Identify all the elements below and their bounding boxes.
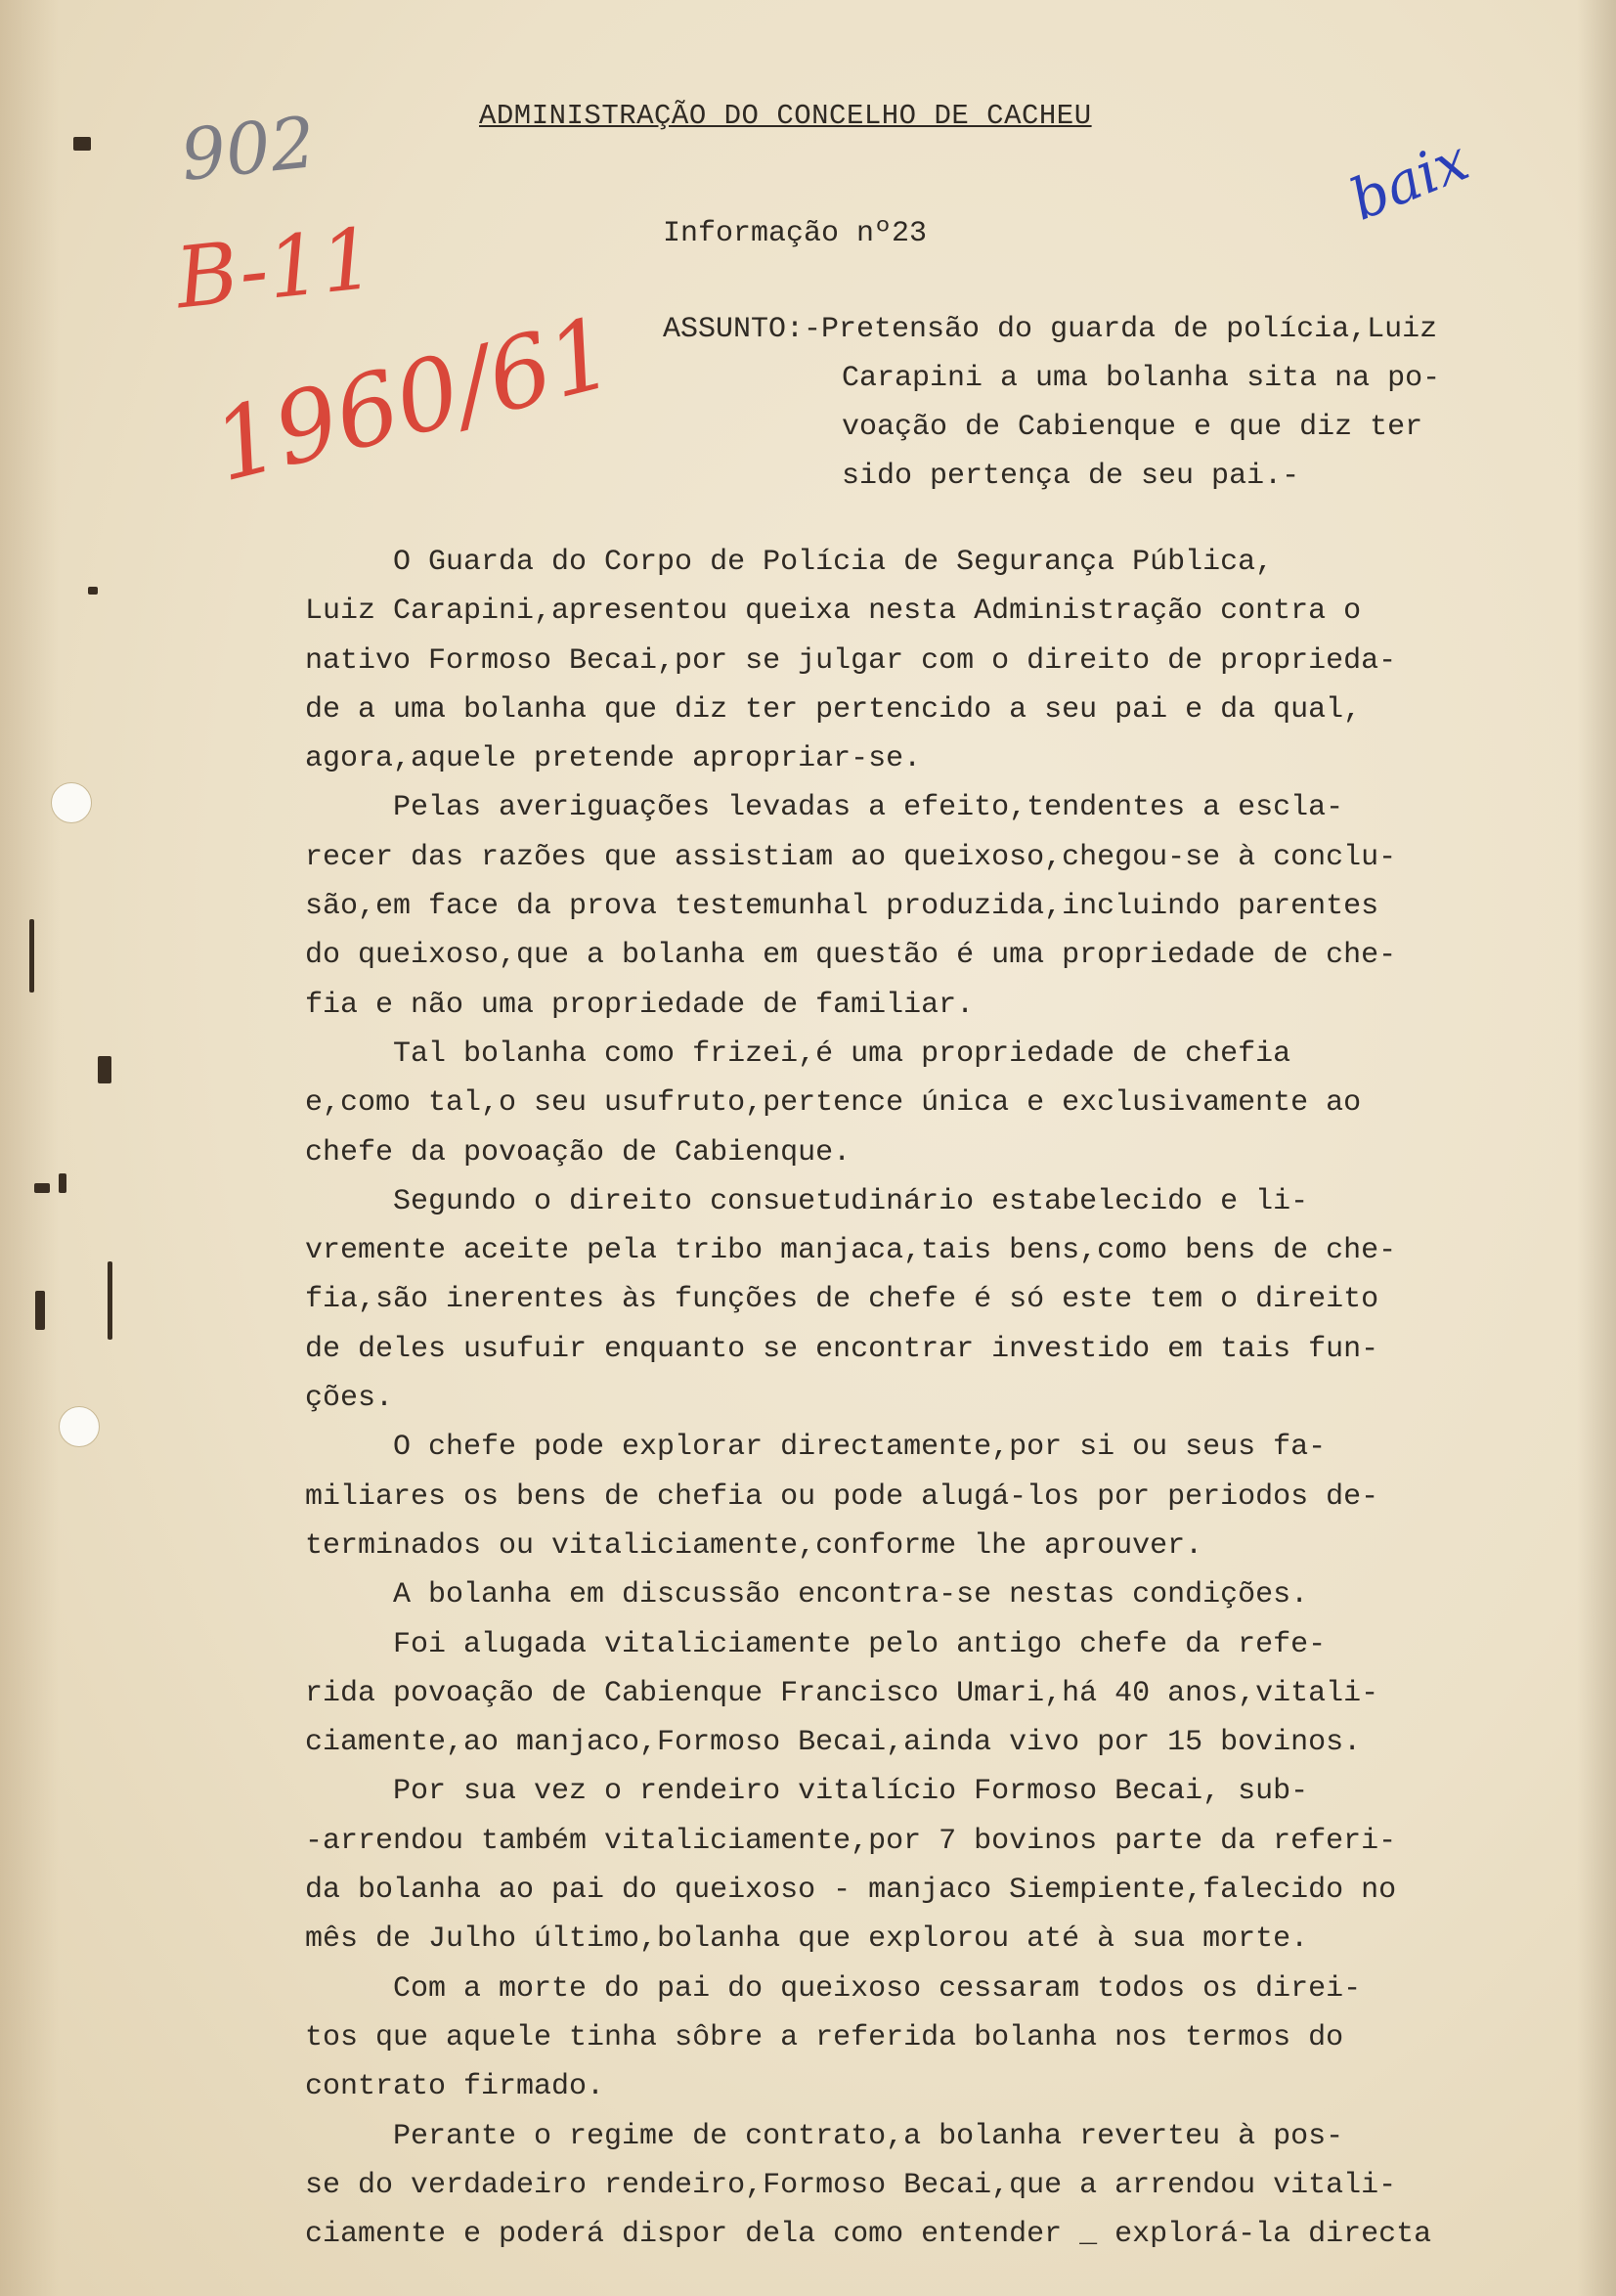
body-line: -arrendou também vitaliciamente,por 7 bovinos parte da referi- (305, 1824, 1397, 1858)
body-line: nativo Formoso Becai,por se julgar com o direito de proprieda- (305, 643, 1397, 678)
body-line: de a uma bolanha que diz ter pertencido a seu pai e da qual, (305, 692, 1362, 727)
binder-hole-top (51, 782, 92, 823)
handwritten-note: baix (1340, 126, 1478, 234)
body-line: ções. (305, 1382, 394, 1416)
body-line: e,como tal,o seu usufruto,pertence única e exclusivamente ao (305, 1086, 1362, 1121)
margin-mark (34, 1183, 50, 1193)
assunto-line: ASSUNTO:-Pretensão do guarda de polícia,Luiz (663, 313, 1438, 346)
body-line: A bolanha em discussão encontra-se nestas condições. (305, 1578, 1309, 1612)
handwritten-number: 902 (176, 101, 320, 197)
body-line: se do verdadeiro rendeiro,Formoso Becai,que a arrendou vitali- (305, 2168, 1397, 2202)
margin-mark (35, 1291, 45, 1330)
informacao-number: Informação nº23 (663, 217, 928, 250)
body-line: Luiz Carapini,apresentou queixa nesta Administração contra o (305, 595, 1362, 629)
body-line: recer das razões que assistiam ao queixoso,chegou-se à conclu- (305, 840, 1397, 874)
body-line: são,em face da prova testemunhal produzida,incluindo parentes (305, 890, 1379, 924)
margin-mark (98, 1056, 111, 1083)
body-line: ciamente e poderá dispor dela como entender _ explorá-la directa (305, 2218, 1432, 2252)
body-line: do queixoso,que a bolanha em questão é uma propriedade de che- (305, 939, 1397, 973)
margin-mark (88, 587, 98, 595)
body-line: Foi alugada vitaliciamente pelo antigo chefe da refe- (305, 1627, 1327, 1661)
body-line: agora,aquele pretende apropriar-se. (305, 742, 922, 776)
body-line: fia e não uma propriedade de familiar. (305, 988, 975, 1022)
body-line: Tal bolanha como frizei,é uma propriedade de chefia (305, 1037, 1291, 1071)
margin-mark (59, 1173, 66, 1193)
document-body (305, 538, 1605, 2259)
body-line: fia,são inerentes às funções de chefe é só este tem o direito (305, 1283, 1379, 1317)
body-line: Por sua vez o rendeiro vitalício Formoso Becai, sub- (305, 1775, 1309, 1809)
body-line: ciamente,ao manjaco,Formoso Becai,ainda vivo por 15 bovinos. (305, 1726, 1362, 1760)
handwritten-code: B-11 (171, 209, 379, 329)
body-line: terminados ou vitaliciamente,conforme lhe aprouver. (305, 1528, 1203, 1563)
margin-mark (73, 137, 91, 151)
body-line: rida povoação de Cabienque Francisco Umari,há 40 anos,vitali- (305, 1676, 1379, 1710)
margin-mark (29, 919, 34, 993)
handwritten-year: 1960/61 (202, 294, 625, 505)
binder-hole-bottom (59, 1406, 100, 1447)
assunto-block (663, 305, 1562, 501)
margin-mark (108, 1261, 112, 1340)
body-line: vremente aceite pela tribo manjaca,tais bens,como bens de che- (305, 1234, 1397, 1268)
body-line: Perante o regime de contrato,a bolanha reverteu à pos- (305, 2119, 1344, 2153)
body-line: O chefe pode explorar directamente,por si ou seus fa- (305, 1431, 1327, 1465)
body-line: miliares os bens de chefia ou pode alugá-los por periodos de- (305, 1479, 1379, 1514)
body-line: chefe da povoação de Cabienque. (305, 1135, 852, 1170)
body-line: Pelas averiguações levadas a efeito,tendentes a escla- (305, 791, 1344, 825)
body-line: da bolanha ao pai do queixoso - manjaco Siempiente,falecido no (305, 1874, 1397, 1908)
body-line: tos que aquele tinha sôbre a referida bolanha nos termos do (305, 2020, 1344, 2054)
assunto-line: sido pertença de seu pai.- (842, 460, 1300, 493)
body-line: de deles usufuir enquanto se encontrar investido em tais fun- (305, 1332, 1379, 1366)
body-line: Com a morte do pai do queixoso cessaram todos os direi- (305, 1971, 1362, 2006)
body-line: Segundo o direito consuetudinário estabelecido e li- (305, 1184, 1309, 1218)
document-header: ADMINISTRAÇÃO DO CONCELHO DE CACHEU (479, 100, 1092, 132)
assunto-line: Carapini a uma bolanha sita na po- (842, 362, 1441, 395)
body-line: mês de Julho último,bolanha que explorou até à sua morte. (305, 1922, 1309, 1957)
body-line: O Guarda do Corpo de Polícia de Segurança Pública, (305, 546, 1274, 579)
assunto-line: voação de Cabienque e que diz ter (842, 411, 1423, 444)
body-line: contrato firmado. (305, 2070, 605, 2104)
paper-left-edge (0, 0, 59, 2296)
